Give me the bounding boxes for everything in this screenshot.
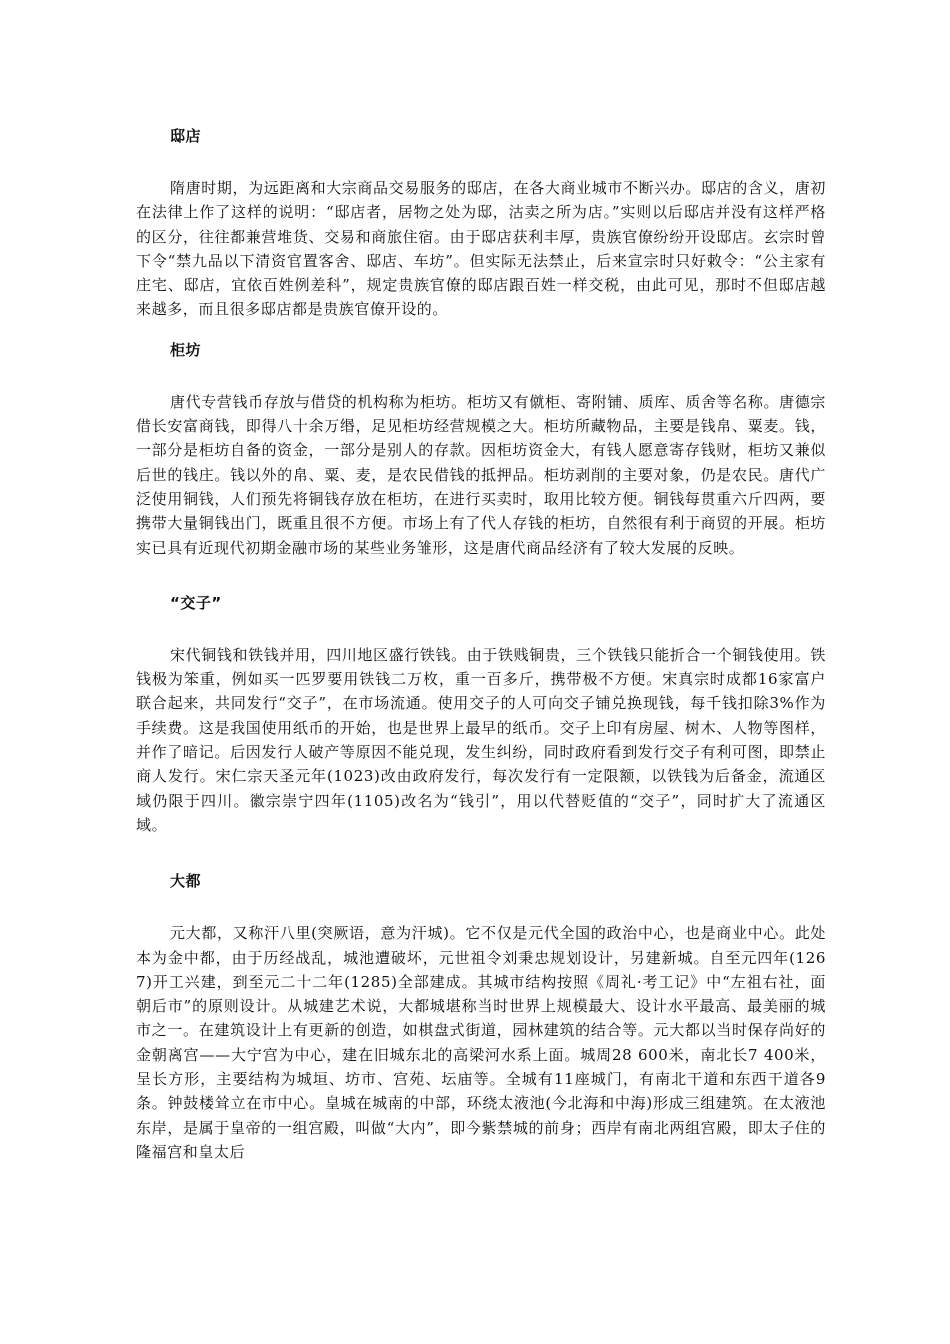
section-heading: 柜坊 (170, 340, 202, 359)
section-jiaozi (136, 588, 826, 837)
section-paragraph: 宋代铜钱和铁钱并用，四川地区盛行铁钱。由于铁贱铜贵，三个铁钱只能折合一个铜钱使用。铁钱极为笨重，例如买一匹罗要用铁钱二万枚，重一百多斤，携带极不方便。宋真宗时成都16家富户联合起来，共同发行“交子”，在市场流通。使用交子的人可向交子铺兑换现钱，每千钱扣除3%作为手续费。这是我国使用纸币的开始，也是世界上最早的纸币。交子上印有房屋、树木、人物等图样，并作了暗记。后因发行人破产等原因不能兑现，发生纠纷，同时政府看到发行交子有利可图，即禁止商人发行。宋仁宗天圣元年(1023)改由政府发行，每次发行有一定限额，以铁钱为后备金，流通区域仍限于四川。徽宗崇宁四年(1105)改名为“钱引”，用以代替贬值的“交子”，同时扩大了流通区域。 (136, 645, 826, 834)
section-guifang (136, 335, 826, 560)
section-paragraph: 隋唐时期，为远距离和大宗商品交易服务的邸店，在各大商业城市不断兴办。邸店的含义，唐初在法律上作了这样的说明：“邸店者，居物之处为邸，沽卖之所为店。”实则以后邸店并没有这样严格的区分，往往都兼营堆货、交易和商旅住宿。由于邸店获利丰厚，贵族官僚纷纷开设邸店。玄宗时曾下令“禁九品以下清资官置客舍、邸店、车坊”。但实际无法禁止，后来宣宗时只好敕令：“公主家有庄宅、邸店，宜依百姓例差科”，规定贵族官僚的邸店跟百姓一样交税，由此可见，那时不但邸店越来越多，而且很多邸店都是贵族官僚开设的。 (136, 179, 826, 319)
section-paragraph: 元大都，又称汗八里(突厥语，意为汗城)。它不仅是元代全国的政治中心，也是商业中心。此处本为金中都，由于历经战乱，城池遭破坏，元世祖令刘秉忠规划设计，另建新城。自至元四年(1267)开工兴建，到至元二十二年(1285)全部建成。其城市结构按照《周礼·考工记》中“左祖右社，面朝后市”的原则设计。从城建艺术说，大都城堪称当时世界上规模最大、设计水平最高、最美丽的城市之一。在建筑设计上有更新的创造，如棋盘式街道，园林建筑的结合等。元大都以当时保存尚好的金朝离宫——大宁宫为中心，建在旧城东北的高梁河水系上面。城周28 600米，南北长7 400米，呈长方形，主要结构为城垣、坊市、宫苑、坛庙等。全城有11座城门，有南北干道和东西干道各9条。钟鼓楼耸立在市中心。皇城在城南的中部，环绕太液池(今北海和中海)形成三组建筑。在太液池东岸，是属于皇帝的一组宫殿，叫做“大内”，即今紫禁城的前身；西岸有南北两组宫殿，即太子住的隆福宫和皇太后 (136, 924, 826, 1161)
section-didian (136, 121, 826, 322)
section-heading: “交子” (170, 593, 222, 612)
section-paragraph: 唐代专营钱币存放与借贷的机构称为柜坊。柜坊又有僦柜、寄附铺、质库、质舍等名称。唐德宗借长安富商钱，即得八十余万缗，足见柜坊经营规模之大。柜坊所藏物品，主要是钱帛、粟麦。钱，一部分是柜坊自备的资金，一部分是别人的存款。因柜坊资金大，有钱人愿意寄存钱财，柜坊又兼似后世的钱庄。钱以外的帛、粟、麦，是农民借钱的抵押品。柜坊剥削的主要对象，仍是农民。唐代广泛使用铜钱，人们预先将铜钱存放在柜坊，在进行买卖时，取用比较方便。铜钱每贯重六斤四两，要携带大量铜钱出门，既重且很不方便。市场上有了代人存钱的柜坊，自然很有利于商贸的开展。柜坊实已具有近现代初期金融市场的某些业务雏形，这是唐代商品经济有了较大发展的反映。 (136, 392, 826, 557)
section-heading: 大都 (170, 872, 202, 891)
section-dadu (136, 866, 826, 1164)
section-heading: 邸店 (170, 127, 202, 145)
document-body (136, 121, 826, 1164)
